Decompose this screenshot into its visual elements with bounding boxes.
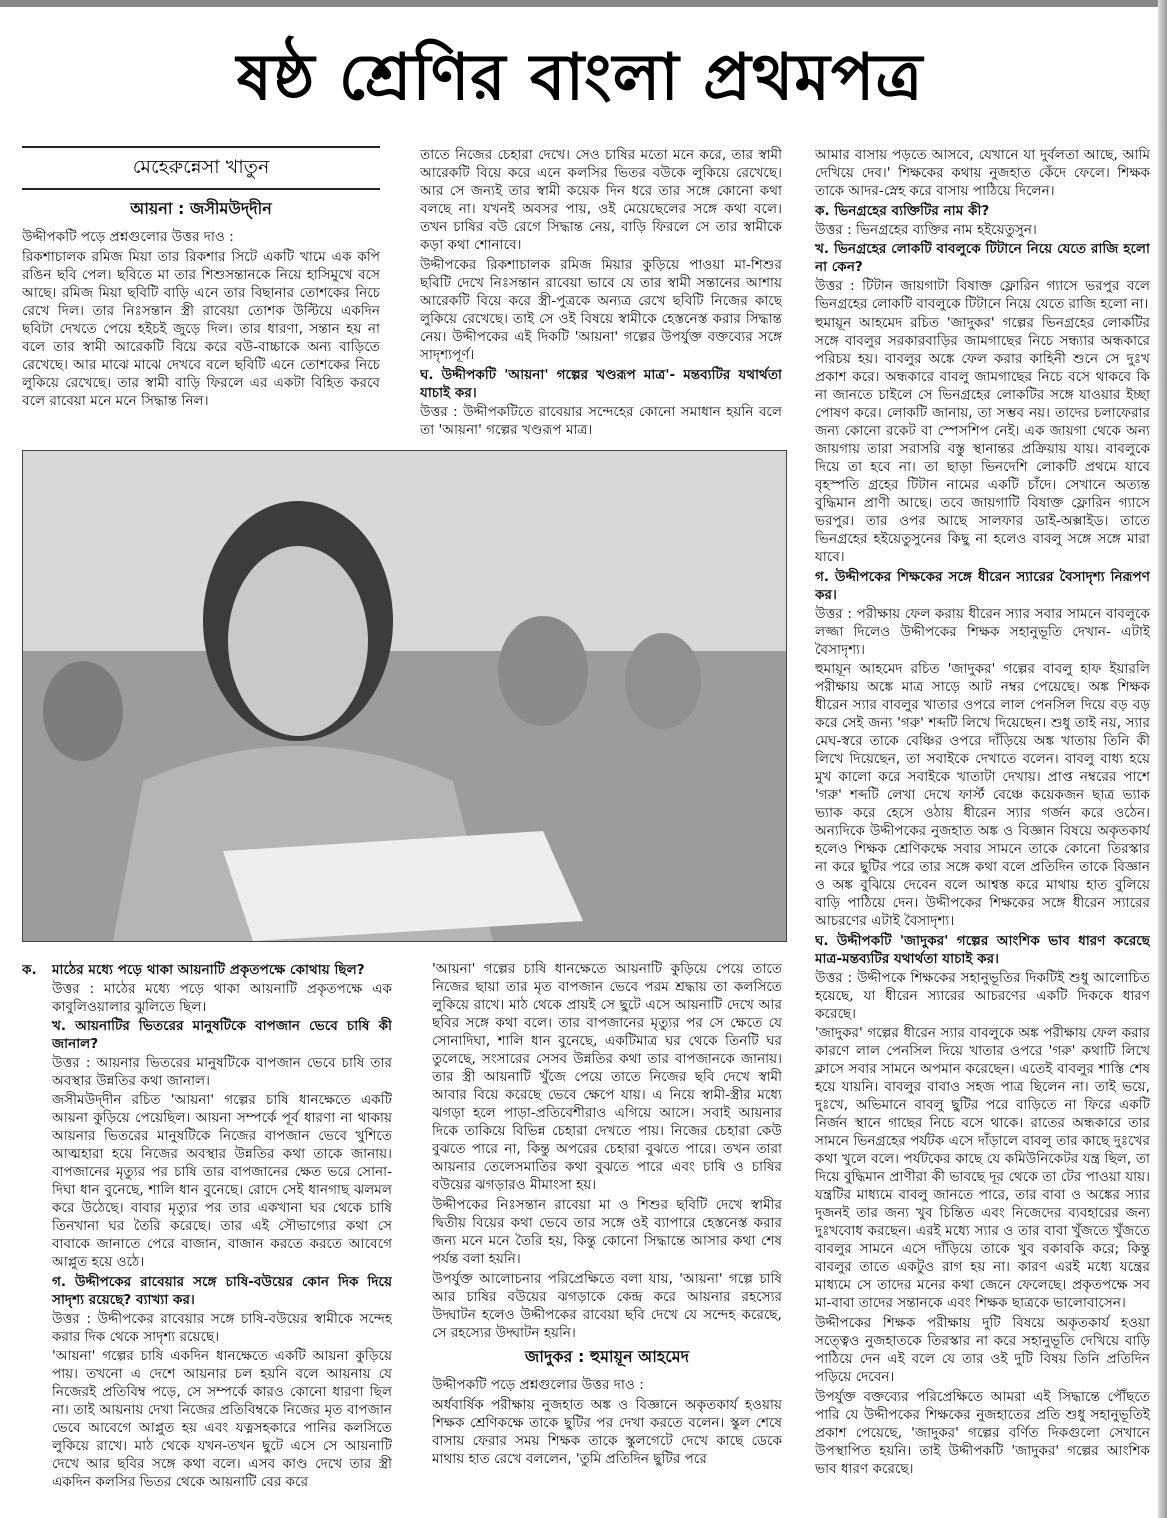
column-2-top xyxy=(420,146,782,442)
stimulus-text: রিকশাচালক রমিজ মিয়া তার রিকশার সিটে একটি খামে এক কপি রঙিন ছবি পেল। ছবিতে মা তার শিশুসন্তানকে নিয়ে হাসিমুখে বসে আছে। রমিজ মিয়া ছবিটি বাড়ি এনে তার বিছানার তোশকের নিচে রেখে দিল। তার নিঃসন্তান স্ত্রী রাবেয়া তোশক উল্টিয়ে একদিন ছবিটা দেখতে পেয়ে হইচই জুড়ে দিল। তার ধারণা, সন্তান হয় না বলে তার স্বামী আরেকটি বিয়ে করে বউ-বাচ্চাকে অন্য বাড়িতে রেখেছে। আর মাঝে মাঝে দেখবে বলে ছবিটি এনে তোশকের নিচে লুকিয়ে রেখেছে। তার স্বামী বাড়ি ফিরলে এর একটা বিহিত করবে বলে রাবেয়া মনে মনে সিদ্ধান্ত নিল। xyxy=(22,249,380,409)
author-name: মেহেরুন্নেসা খাতুন xyxy=(22,148,380,190)
page-title: ষষ্ঠ শ্রেণির বাংলা প্রথমপত্র xyxy=(236,40,924,115)
paragraph: উদ্দীপকের নিঃসন্তান রাবেয়া মা ও শিশুর ছবিটি দেখে স্বামীর দ্বিতীয় বিয়ের কথা ভেবে তার সঙ্গে ওই ব্যাপারে হেস্তনেস্ত করার জন্য মনে মনে তৈরি হয়, কিন্তু কোনো সিদ্ধান্তে আসার কথা শেষ পর্যন্ত বলা হয়নি। xyxy=(432,1197,782,1267)
question-ka xyxy=(22,961,392,979)
top-rule xyxy=(0,0,1167,7)
student-background-left xyxy=(43,661,123,761)
column-1-bottom xyxy=(22,960,392,1504)
question-gha: ঘ. উদ্দীপকটি 'জাদুকর' গল্পের আংশিক ভাব ধারণ করেছে মাত্র-মন্তব্যটির যথার্থতা যাচাই কর। xyxy=(815,933,1150,967)
wall xyxy=(23,451,786,651)
main-student-face xyxy=(228,546,368,736)
page-edge-shadow xyxy=(1158,0,1167,1518)
answer-gha: উত্তর : উদ্দীপকে শিক্ষকের সহানুভূতির দিকটিই শুধু আলোচিত হয়েছে, যা ধীরেন স্যারের আচরণের একটি দিককে ধারণ করেছে। xyxy=(815,970,1150,1022)
answer-kha: উত্তর : আয়নার ভিতরের মানুষটিকে বাপজান ভেবে চাষি তার অবস্থার উন্নতির কথা জানাল। xyxy=(52,1055,392,1089)
answer-ga: উত্তর : পরীক্ষায় ফেল করায় ধীরেন স্যার সবার সামনে বাবলুকে লজ্জা দিলেও উদ্দীপকের শিক্ষক সহানুভূতি দেখান- এটাই বৈসাদৃশ্য। xyxy=(815,606,1150,658)
column-3 xyxy=(815,146,1150,1504)
stimulus-intro: উদ্দীপকটি পড়ে প্রশ্নগুলোর উত্তর দাও : xyxy=(22,229,234,245)
paragraph: 'আয়না' গল্পের চাষি ধানক্ষেতে আয়নাটি কুড়িয়ে পেয়ে তাতে নিজের ছায়া তার মৃত বাপজান ভেবে পরম শ্রদ্ধায় তা কলসিতে লুকিয়ে রাখে। মাঠ থেকে প্রায়ই সে ছুটে এসে আয়নাটি দেখে আর ছবির সঙ্গে কথা বলে। তার বাপজানের মৃত্যুর পর সে ক্ষেতে যে সোনাদিঘা, শালি ধান বুনেছে, একটিমাত্র ঘর থেকে তিনটি ঘর তুলেছে, সংসারের সেসব উন্নতির কথা তার বাপজানকে জানায়। তার স্ত্রী আয়নাটি খুঁজে পেয়ে তাতে নিজের ছবি দেখে স্বামী আবার বিয়ে করেছে ভেবে ক্ষেপে যায়। এ নিয়ে স্বামী-স্ত্রীর মধ্যে ঝগড়া হলে পাড়া-প্রতিবেশীরাও এগিয়ে আসে। সবাই আয়নার দিকে তাকিয়ে বিভিন্ন চেহারা দেখতে পায়। নিজের চেহারা কেউ বুঝতে পারে না, কিন্তু অপরের চেহারা বুঝতে পারে। তখন তারা আয়নার তেলেসমাতির কথা বুঝতে পারে এবং চাষি ও চাষির বউয়ের ঝগড়ারও মীমাংসা হয়। xyxy=(432,961,782,1193)
answer-ga: উত্তর : উদ্দীপকের রাবেয়ার সঙ্গে চাষি-বউয়ের স্বামীকে সন্দেহ করার দিক থেকে সাদৃশ্য রয়েছে। xyxy=(52,1311,392,1345)
question-ka-letter: ক. xyxy=(22,962,37,978)
question-ga: গ. উদ্দীপকের শিক্ষকের সঙ্গে ধীরেন স্যারের বৈসাদৃশ্য নিরূপণ কর। xyxy=(815,569,1150,603)
student-background-far-right xyxy=(625,633,701,729)
paragraph: উদ্দীপকের রিকশাচালক রমিজ মিয়ার কুড়িয়ে পাওয়া মা-শিশুর ছবিটি দেখে নিঃসন্তান রাবেয়া ভাবে যে তার স্বামী সন্তানের আশায় আরেকটি বিয়ে করে স্ত্রী-পুত্রকে অন্যত্র রেখে ছবিটি নিজের কাছে লুকিয়ে রেখেছে। তাই সে ওই বিষয়ে স্বামীকে হেস্তনেস্ত করার সিদ্ধান্ত নেয়। উদ্দীপকের এই দিকটি 'আয়না' গল্পের উপর্যুক্ত বক্তব্যের সঙ্গে সাদৃশ্যপূর্ণ। xyxy=(420,257,782,363)
question-ga: গ. উদ্দীপকের রাবেয়ার সঙ্গে চাষি-বউয়ের কোন দিক দিয়ে সাদৃশ্য রয়েছে? ব্যাখ্যা কর। xyxy=(52,1274,392,1308)
question-ka: ক. ভিনগ্রহের ব্যক্তিটির নাম কী? xyxy=(815,203,990,219)
paragraph: উপর্যুক্ত বক্তব্যের পরিপ্রেক্ষিতে আমরা এই সিদ্ধান্তে পৌঁছতে পারি যে উদ্দীপকের শিক্ষকের নুজহাতের প্রতি শুধু সহানুভূতিই প্রকাশ পেয়েছে, 'জাদুকর' গল্পের বর্ণিত দিকগুলো সেখানে উপস্থাপিত হয়নি। তাই উদ্দীপকটি 'জাদুকর' গল্পের আংশিক ভাব ধারণ করেছে। xyxy=(815,1389,1150,1477)
paragraph: আমার বাসায় পড়তে আসবে, যেখানে যা দুর্বলতা আছে, আমি দেখিয়ে দেব।' শিক্ষকের কথায় নুজহাত কেঁদে ফেলে। শিক্ষক তাকে আদর-স্নেহ করে বাসায় পাঠিয়ে দিলেন। xyxy=(815,147,1150,199)
paragraph: উদ্দীপকের শিক্ষক পরীক্ষায় দুটি বিষয়ে অকৃতকার্য হওয়া সত্ত্বেও নুজহাতকে তিরস্কার না করে সহানুভূতি দেখিয়ে বাড়ি পাঠিয়ে দেন এই বলে যে তার ওই দুটি বিষয় তিনি প্রতিদিন পড়িয়ে দেবেন। xyxy=(815,1315,1150,1385)
column-2-bottom xyxy=(432,960,782,1504)
paragraph: 'আয়না' গল্পের চাষি একদিন ধানক্ষেতে একটি আয়না কুড়িয়ে পায়। তখনো এ দেশে আয়নার চল হয়নি বলে আয়নায় যে নিজেরই প্রতিবিম্ব পড়ে, সে সম্পর্কে কারও কোনো ধারণা ছিল না। তাই আয়নায় দেখা নিজের প্রতিবিম্বকে নিজের মৃত বাপজান ভেবে আবেগে আপ্লুত হয় এবং যত্নসহকারে পানির কলসিতে লুকিয়ে রাখে। মাঠ থেকে যখন-তখন ছুটে এসে সে আয়নাটি দেখে আর ছবির সঙ্গে কথা বলে। এসব কাণ্ড দেখে তার স্ত্রী একদিন কলসির ভিতর থেকে আয়নাটি বের করে xyxy=(52,1348,392,1490)
paragraph: উপর্যুক্ত আলোচনার পরিপ্রেক্ষিতে বলা যায়, 'আয়না' গল্পে চাষি আর চাষির বউয়ের ঝগড়াকে কেন্দ্র করে আয়নার রহস্যের উদ্ঘাটন হলেও উদ্দীপকের রাবেয়া ছবি দেখে যে সন্দেহ করেছে, সে রহস্যের উদ্ঘাটন হয়নি। xyxy=(432,1271,782,1341)
question-gha: ঘ. উদ্দীপকটি 'আয়না' গল্পের খণ্ডরূপ মাত্র'- মন্তব্যটির যথার্থতা যাচাই কর। xyxy=(420,367,782,401)
paragraph: 'জাদুকর' গল্পের ধীরেন স্যার বাবলুকে অঙ্ক পরীক্ষায় ফেল করার কারণে লাল পেনসিল দিয়ে খাতার ওপরে 'গরু' কথাটি লিখে ক্লাসে সবার সামনে অপমান করেছেন। এতেই বাবলুর শাস্তি শেষ হয়ে যায়নি। বাবলুর বাবাও সহজ পাত্র ছিলেন না। তাই ভয়ে, দুঃখে, অভিমানে বাবলু ছুটির পরে বাড়িতে না ফিরে একটি নির্জন স্থানে গাছের নিচে বসে থাকে। রাতের অন্ধকারে তার সামনে ভিনগ্রহের পর্যটক এসে দাঁড়ালে বাবলু তার কাছে দুঃখের কথা খুলে বলে। পর্যটকের কাছে যে কমিউনিকেটর যন্ত্র ছিল, তা দিয়ে বুদ্ধিমান প্রাণীরা কী ভাবছে দূর থেকে তা টের পাওয়া যায়। যন্ত্রটির মাধ্যমে বাবলু জানতে পারে, তার বাবা ও অঙ্কের স্যার দুজনই তার জন্য খুব চিন্তিত এবং নিজেদের ব্যবহারের জন্য দুঃখবোধ করছেন। এরই মধ্যে স্যার ও তার বাবা খুঁজতে খুঁজতে বাবলুর সামনে এসে দাঁড়িয়ে তাকে খুব বকাবকি করে; কিন্তু বাবলুর তাতে একটুও রাগ হয় না। কারণ এরই মধ্যে যন্ত্রের মাধ্যমে সে তাদের মনের কথা জেনে ফেলেছে। প্রকৃতপক্ষে সব মা-বাবা তাদের সন্তানকে এবং শিক্ষক ছাত্রকে ভালোবাসেন। xyxy=(815,1025,1150,1311)
paragraph: জসীমউদ্‌দীন রচিত 'আয়না' গল্পের চাষি ধানক্ষেতে একটি আয়না কুড়িয়ে পেয়েছিল। আয়না সম্পর্কে পূর্ব ধারণা না থাকায় আয়নার ভিতরের মানুষটিকে নিজের বাপজান ভেবে খুশিতে আত্মহারা হয়ে নিজের অবস্থার উন্নতির কথা তাকে জানায়। বাপজানের মৃত্যুর পর চাষি তার বাপজানের ক্ষেত ভরে সোনা-দিঘা ধান বুনেছে, শালি ধান বুনেছে। রোদে সেই ধানগাছ ঝলমল করে উঠেছে। বাবার মৃত্যুর পর তার একখানা ঘর থেকে চাষি তিনখানা ঘর তৈরি করেছে। তার এই সৌভাগ্যের কথা সে বাবাকে জানাতে পেরে বাজান, বাজান করতে করতে আবেগে আপ্লুত হয়ে ওঠে। xyxy=(52,1092,392,1270)
answer-ka: উত্তর : মাঠের মধ্যে পড়ে থাকা আয়নাটি প্রকৃতপক্ষে এক কাবুলিওয়ালার ঝুলিতে ছিল। xyxy=(52,981,392,1015)
column-1-top xyxy=(22,146,380,442)
answer-kha: উত্তর : টিটান জায়গাটা বিষাক্ত ফ্লোরিন গ্যাসে ভরপুর বলে ভিনগ্রহের লোকটি বাবলুকে টিটানে নিয়ে যেতে রাজি হলো না। xyxy=(815,278,1150,312)
paragraph: হুমায়ূন আহমেদ রচিত 'জাদুকর' গল্পের ভিনগ্রহের লোকটির সঙ্গে বাবলুর সরকারবাড়ির জামগাছের নিচে সন্ধ্যার অন্ধকারে পরিচয় হয়। বাবলুর অঙ্কে ফেল করার কাহিনী শুনে সে দুঃখ প্রকাশ করে। অন্ধকারে বাবলু জামগাছের নিচে বসে থাকবে কি না জানতে চাইলে সে ভিনগ্রহের লোকটির সঙ্গে যাওয়ার ইচ্ছা পোষণ করে। লোকটি জানায়, তা সম্ভব নয়। তাদের চলাফেরার জন্য কোনো রকেট বা স্পেসশিপ নেই। এক জায়গা থেকে অন্য জায়গায় তারা সরাসরি বস্তু স্থানান্তর প্রক্রিয়ায় যায়। বাবলুকে দিয়ে তা হবে না। তা ছাড়া ভিনদেশি লোকটি প্রথমে যাবে বৃহস্পতি গ্রহের টিটান নামের একটি চাঁদে। সেখানে অত্যন্ত বুদ্ধিমান প্রাণী আছে। তবে জায়গাটি বিষাক্ত ফ্লোরিন গ্যাসে ভরপুর। তার ওপর আছে সালফার ডাই-অক্সাইড। তাতে ভিনগ্রহের হইয়েতুসুনের কিছু না হলেও বাবলু সঙ্গে সঙ্গে মারা যাবে। xyxy=(815,315,1150,565)
paragraph: হুমায়ূন আহমেদ রচিত 'জাদুকর' গল্পের বাবলু হাফ ইয়ারলি পরীক্ষায় অঙ্কে মাত্র সাড়ে আট নম্বর পেয়েছে। অঙ্ক শিক্ষক ধীরেন স্যার বাবলুর খাতার ওপরে লাল পেনসিল দিয়ে বড় বড় করে সেই জন্য 'গরু' শব্দটি লিখে দিয়েছেন। শুধু তাই নয়, স্যার মেঘ-স্বরে তাকে বেঞ্চির ওপরে দাঁড়িয়ে অঙ্ক খাতায় তিনি কী লিখে দিয়েছেন, তা সবাইকে দেখাতে বলেন। বাবলু বাধ্য হয়ে মুখ কালো করে সবাইকে খাতাটা দেখায়। প্রাপ্ত নম্বরের পাশে 'গরু' শব্দটি লেখা দেখে ফার্স্ট বেঞ্চে কয়েকজন ছাত্র ভ্যাক ভ্যাক করে হেসে ওঠায় ধীরেন স্যার গর্জন করে ওঠেন। অন্যদিকে উদ্দীপকের নুজহাত অঙ্ক ও বিজ্ঞান বিষয়ে অকৃতকার্য হলেও শিক্ষক শ্রেণিকক্ষে সবার সামনে তাকে কোনো তিরস্কার না করে ছুটির পরে তার সঙ্গে কথা বলে প্রতিদিন তাকে বিজ্ঞান ও অঙ্ক বুঝিয়ে দেবেন বলে আশ্বস্ত করে মাথায় হাত বুলিয়ে বাড়ি পাঠিয়ে দেন। উদ্দীপকের শিক্ষকের সঙ্গে ধীরেন স্যারের আচরণের এটাই বৈসাদৃশ্য। xyxy=(815,661,1150,929)
question-kha: খ. আয়নাটির ভিতরের মানুষটিকে বাপজান ভেবে চাষি কী জানাল? xyxy=(52,1018,392,1052)
answer-block xyxy=(22,980,392,1491)
paragraph: তাতে নিজের চেহারা দেখে। সেও চাষির মতো মনে করে, তার স্বামী আরেকটি বিয়ে করে এনে কলসির ভিতর বউকে লুকিয়ে রেখেছে। আর সে জন্যই তার স্বামী কয়েক দিন ধরে তার সঙ্গে কোনো কথা বলছে না। যখনই অবসর পায়, ওই মেয়েছেলের সঙ্গে কথা বলে। তখন চাষির বউ রেগে সিদ্ধান্ত নেয়, বাড়ি ফিরলে সে তার স্বামীকে কড়া কথা শোনাবে। xyxy=(420,147,782,253)
answer-ka: উত্তর : ভিনগ্রহের ব্যক্তির নাম হইয়েতুসুন। xyxy=(815,222,1037,238)
answer-gha: উত্তর : উদ্দীপকটিতে রাবেয়ার সন্দেহের কোনো সমাধান হয়নি বলে তা 'আয়না' গল্পের খণ্ডরূপ মাত্র। xyxy=(420,404,782,438)
question-ka-text: মাঠের মধ্যে পড়ে থাকা আয়নাটি প্রকৃতপক্ষে কোথায় ছিল? xyxy=(52,962,365,978)
story-heading-jadukor: জাদুকর : হুমায়ূন আহমেদ xyxy=(525,1347,689,1366)
classroom-photo-illustration xyxy=(23,451,786,941)
student-background-right xyxy=(498,616,588,726)
story-heading-ayna: আয়না : জসীমউদ্‌দীন xyxy=(130,199,272,218)
question-kha: খ. ভিনগ্রহের লোকটি বাবলুকে টিটানে নিয়ে যেতে রাজি হলো না কেন? xyxy=(815,241,1150,275)
stimulus-intro: উদ্দীপকটি পড়ে প্রশ্নগুলোর উত্তর দাও : xyxy=(432,1377,644,1393)
stimulus-text: অর্ধবার্ষিক পরীক্ষায় নুজহাত অঙ্ক ও বিজ্ঞানে অকৃতকার্য হওয়ায় শিক্ষক শ্রেণিকক্ষে তাকে ছুটির পর দেখা করতে বলেন। স্কুল শেষে বাসায় ফেরার সময় শিক্ষক তাকে স্কুলগেটে দেখে কাছে ডেকে মাথায় হাত রেখে বললেন, 'তুমি প্রতিদিন ছুটির পরে xyxy=(432,1397,782,1467)
classroom-photo xyxy=(22,450,787,942)
